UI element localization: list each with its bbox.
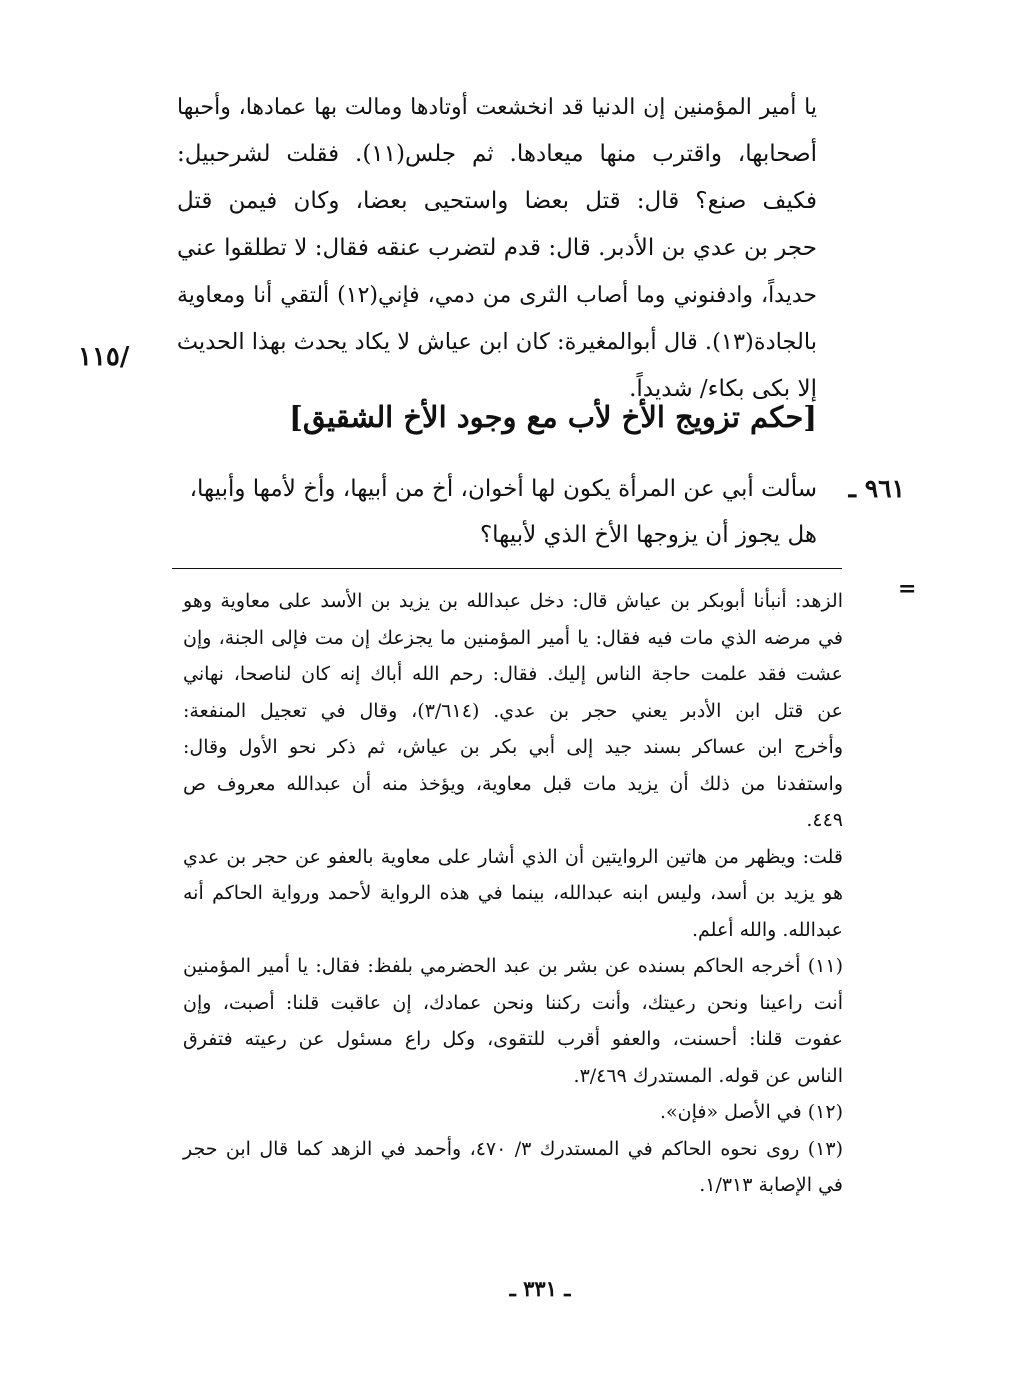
footnote-line: في الإصابة ١/٣١٣. (699, 1174, 843, 1196)
page-number: ـ ٣٣١ ـ (509, 1276, 571, 1301)
footnote-continuation-mark: = (898, 576, 917, 602)
footnote-line: عبدالله. والله أعلم. (691, 918, 843, 941)
main-text-block (177, 84, 817, 413)
main-text-line: بالجادة(١٣). قال أبوالمغيرة: كان ابن عياش لا يكاد يحدث بهذا الحديث (176, 329, 817, 355)
margin-page-reference: /١١٥ (78, 342, 130, 372)
question-number: ٩٦١ ـ (848, 474, 905, 503)
footnote-line: (١٢) في الأصل «فإن». (659, 1101, 843, 1123)
footnote-line: هو يزيد بن أسد، وليس ابنه عبدالله، بينما في هذه الرواية لأحمد ورواية الحاكم أنه (183, 882, 843, 904)
footnote-line: قلت: ويظهر من هاتين الروايتين أن الذي أشار على معاوية بالعفو عن حجر بن عدي (183, 845, 843, 868)
question-line: سألت أبي عن المرأة يكون لها أخوان، أخ من أبيها، وأخ لأمها وأبيها، (189, 476, 817, 502)
main-text-line: فكيف صنع؟ قال: قتل بعضا واستحيى بعضا، وكان فيمن قتل (177, 188, 817, 214)
main-text-line: يا أمير المؤمنين إن الدنيا قد انخشعت أوتادها ومالت بها عمادها، وأحبها (177, 95, 817, 120)
footnote-divider (172, 568, 842, 569)
question-line: هل يجوز أن يزوجها الأخ الذي لأبيها؟ (479, 522, 817, 548)
footnote-line: وأخرج ابن عساكر بسند جيد إلى أبي بكر بن عياش، ثم ذكر نحو الأول وقال: (183, 736, 843, 758)
footnote-line: عن قتل ابن الأدبر يعني حجر بن عدي. (٣/٦١٤)، وقال في تعجيل المنفعة: (183, 699, 843, 722)
footnote-line: الزهد: أنبأنا أبوبكر بن عياش قال: دخل عبدالله بن يزيد بن الأسد على معاوية وهو (183, 590, 843, 612)
main-text-line: حجر بن عدي بن الأدبر. قال: قدم لتضرب عنقه فقال: لا تطلقوا عني (177, 235, 817, 261)
footnote-line: في مرضه الذي مات فيه فقال: يا أمير المؤمنين ما يجزعك إن مت فإلى الجنة، وإن (183, 626, 843, 649)
main-text-line: حديداً، وادفنوني وما أصاب الثرى من دمي، فإني(١٢) ألتقي أنا ومعاوية (177, 283, 817, 308)
main-text-line: أصحابها، واقترب منها ميعادها. ثم جلس(١١). فقلت لشرحبيل: (177, 141, 817, 167)
footnote-line: ٤٤٩. (806, 809, 843, 831)
section-heading: [حكم تزويج الأخ لأب مع وجود الأخ الشقيق] (289, 400, 817, 434)
question-text (175, 466, 817, 558)
question-block (175, 466, 905, 558)
footnote-line: عشت فقد علمت حاجة الناس إليك. فقال: رحم الله أباك إنه كان لناصحا، نهاني (183, 663, 843, 685)
footnote-line: الناس عن قوله. المستدرك ٣/٤٦٩. (573, 1064, 843, 1087)
footnote-line: واستفدنا من ذلك أن يزيد مات قبل معاوية، ويؤخذ منه أن عبدالله معروف ص (183, 772, 843, 795)
footnote-line: عفوت قلنا: أحسنت، والعفو أقرب للتقوى، وكل راع مسئول عن رعيته فتفرق (183, 1028, 843, 1050)
main-text-line: إلا بكى بكاء/ شديداً. (629, 376, 817, 402)
footnote-line: أنت راعينا ونحن رعيتك، وأنت ركننا ونحن عمادك، إن عاقبت قلنا: أصبت، وإن (183, 991, 843, 1014)
footnote-line: (١٣) روى نحوه الحاكم في المستدرك ٣/ ٤٧٠، وأحمد في الزهد كما قال ابن حجر (183, 1137, 843, 1160)
footnotes-block (183, 583, 843, 1204)
footnote-line: (١١) أخرجه الحاكم بسنده عن بشر بن عبد الحضرمي بلفظ: فقال: يا أمير المؤمنين (183, 955, 843, 977)
